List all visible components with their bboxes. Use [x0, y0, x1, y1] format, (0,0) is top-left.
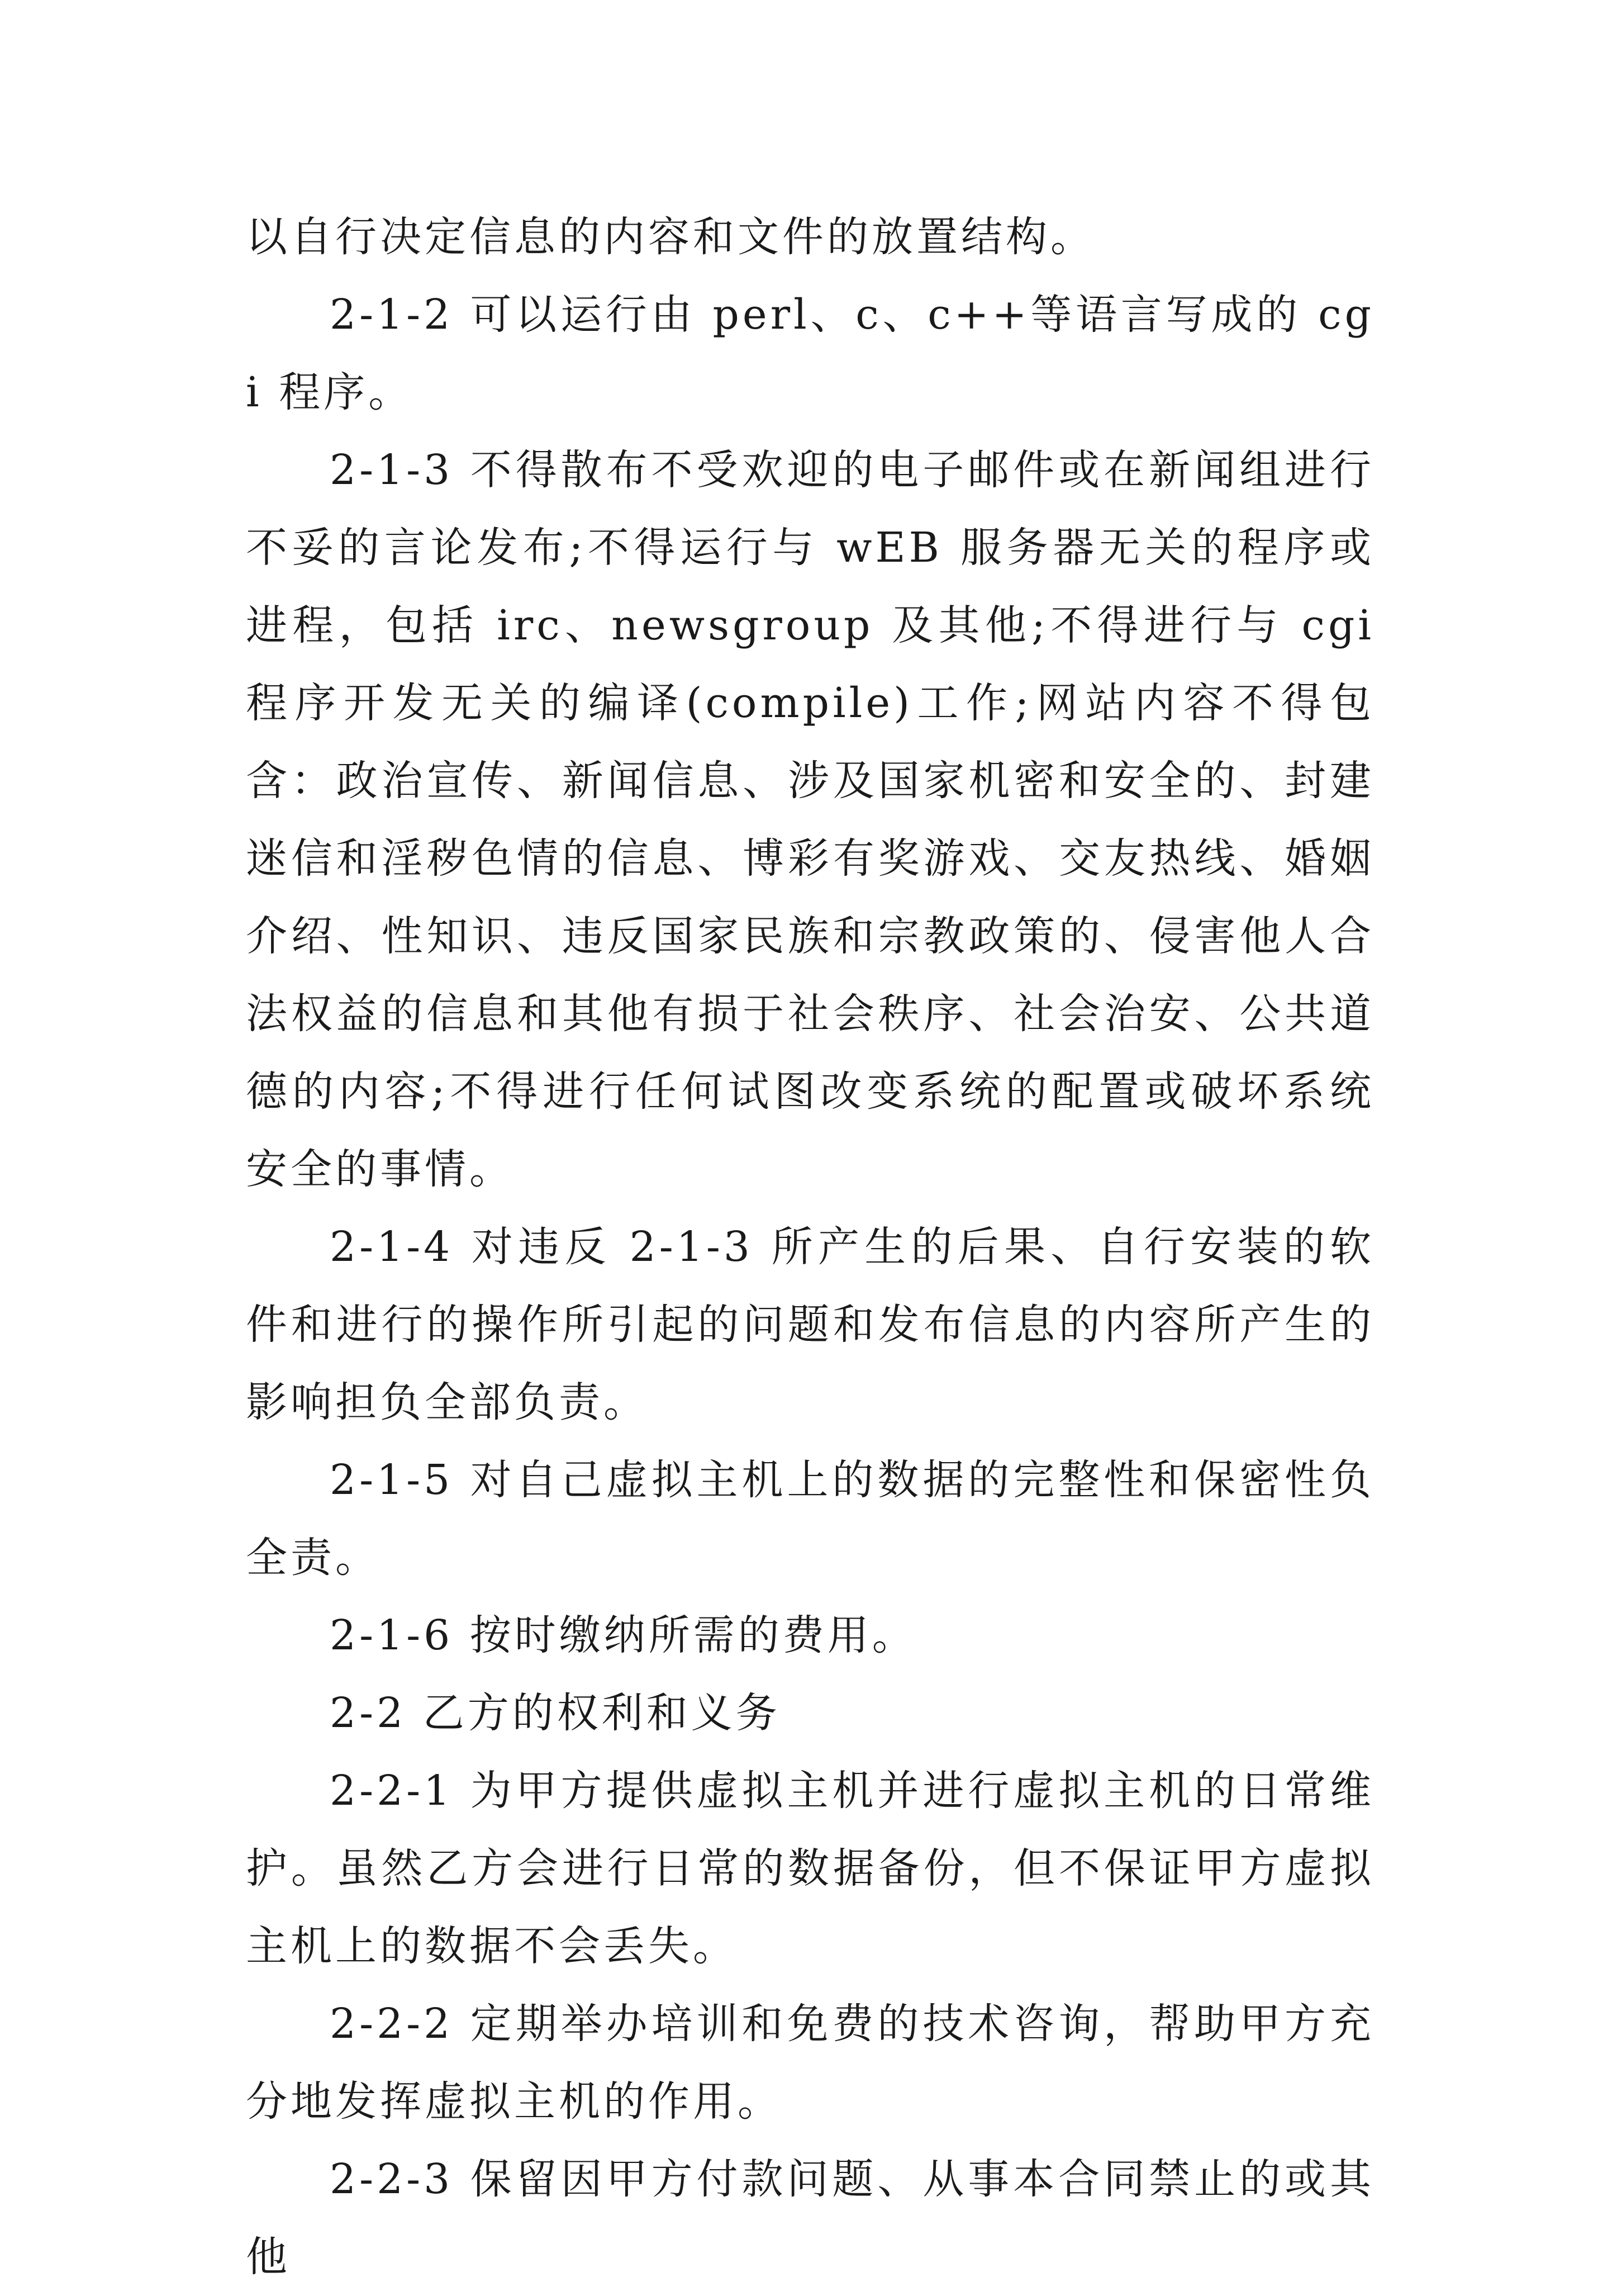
paragraph-2-1-3: 2-1-3 不得散布不受欢迎的电子邮件或在新闻组进行不妥的言论发布;不得运行与 wEB 服务器无关的程序或进程，包括 irc、newsgroup 及其他;不得进行与 cgi 程序开发无关的编译(compile)工作;网站内容不得包含：政治宣传、新闻信息、涉及国家机密和安全的、封建迷信和淫秽色情的信息、博彩有奖游戏、交友热线、婚姻介绍、性知识、违反国家民族和宗教政策的、侵害他人合法权益的信息和其他有损于社会秩序、社会治安、公共道德的内容;不得进行任何试图改变系统的配置或破坏系统安全的事情。 — [246, 446, 1375, 1193]
paragraph-2-1-5: 2-1-5 对自己虚拟主机上的数据的完整性和保密性负全责。 — [246, 1456, 1375, 1582]
paragraph-2-2-1: 2-2-1 为甲方提供虚拟主机并进行虚拟主机的日常维护。虽然乙方会进行日常的数据备份，但不保证甲方虚拟主机上的数据不会丢失。 — [246, 1767, 1375, 1970]
paragraph-2-1-4: 2-1-4 对违反 2-1-3 所产生的后果、自行安装的软件和进行的操作所引起的问题和发布信息的内容所产生的影响担负全部负责。 — [246, 1223, 1375, 1426]
paragraph-continuation: 以自行决定信息的内容和文件的放置结构。 — [246, 213, 1095, 261]
paragraph-2-2-2: 2-2-2 定期举办培训和免费的技术咨询，帮助甲方充分地发挥虚拟主机的作用。 — [246, 2000, 1375, 2126]
document-body — [246, 198, 1375, 2296]
paragraph-2-1-2: 2-1-2 可以运行由 perl、c、c++等语言写成的 cgi 程序。 — [246, 291, 1375, 416]
section-heading-2-2: 2-2 乙方的权利和义务 — [330, 1689, 781, 1737]
paragraph-2-1-6: 2-1-6 按时缴纳所需的费用。 — [330, 1611, 917, 1659]
paragraph-2-2-3: 2-2-3 保留因甲方付款问题、从事本合同禁止的或其他 — [246, 2155, 1375, 2281]
